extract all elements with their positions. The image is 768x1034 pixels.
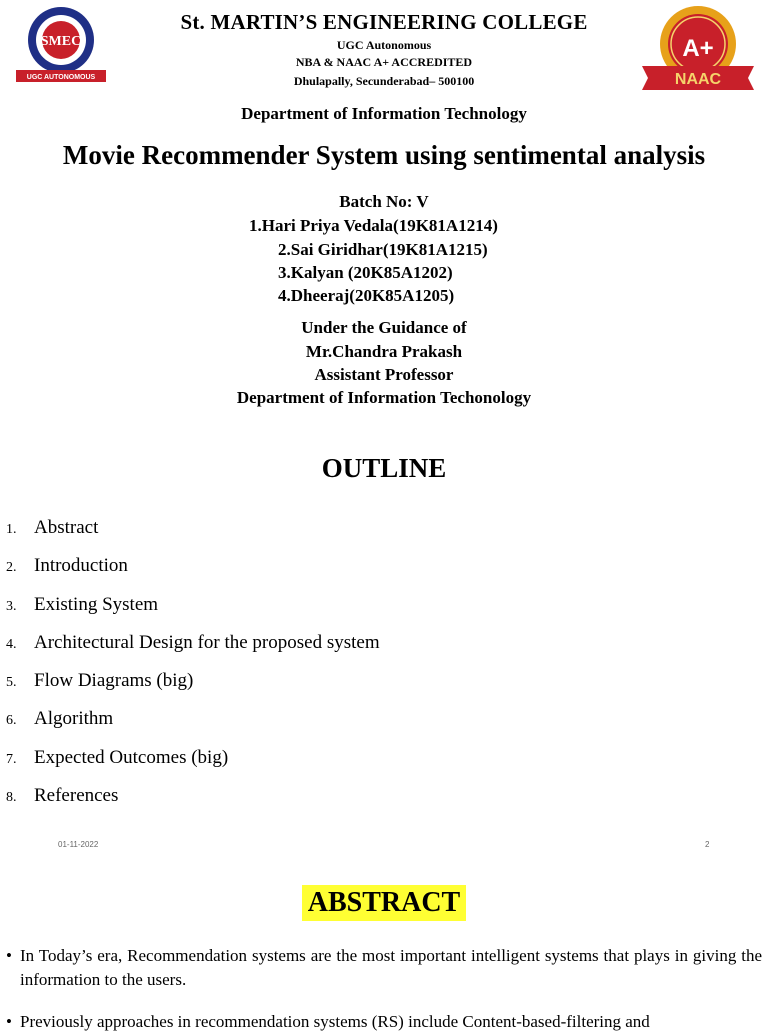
outline-item xyxy=(0,555,600,593)
logo-monogram: SMEC xyxy=(40,34,82,49)
project-title: Movie Recommender System using sentimental analysis xyxy=(62,140,706,170)
member-4: 4.Dheeraj(20K85A1205) xyxy=(278,286,455,305)
outline-item-text: Existing System xyxy=(34,593,159,615)
autonomous-line: UGC Autonomous xyxy=(336,38,432,52)
member-1: 1.Hari Priya Vedala(19K81A1214) xyxy=(249,216,498,235)
outline-item xyxy=(0,708,600,746)
outline-item xyxy=(0,785,600,823)
abstract-bullet-text: Previously approaches in recommendation systems (RS) include Content-based-filtering and xyxy=(20,1012,650,1031)
guide-designation: Assistant Professor xyxy=(314,365,454,384)
abstract-bullet-text: In Today’s era, Recommendation systems are the most important intelligent systems that plays in giving the information to the users. xyxy=(20,946,762,989)
outline-item-number: 1. xyxy=(6,522,17,537)
abstract-heading-wrap xyxy=(0,885,768,921)
accreditation-line: NBA & NAAC A+ ACCREDITED xyxy=(295,55,473,69)
outline-item-text: Introduction xyxy=(34,555,128,577)
outline-item-text: Expected Outcomes (big) xyxy=(34,746,229,768)
outline-item xyxy=(0,670,600,708)
outline-heading: OUTLINE xyxy=(321,453,447,483)
outline-item xyxy=(0,517,600,555)
abstract-heading: ABSTRACT xyxy=(302,885,466,921)
outline-item-number: 5. xyxy=(6,675,17,691)
outline-item xyxy=(0,747,600,785)
bullet-icon: • xyxy=(6,1012,12,1031)
abstract-bullet xyxy=(6,1010,762,1034)
member-2: 2.Sai Giridhar(19K81A1215) xyxy=(278,240,488,259)
outline-item-text: Abstract xyxy=(34,517,99,538)
outline-item-number: 7. xyxy=(6,751,17,767)
college-name: St. MARTIN’S ENGINEERING COLLEGE xyxy=(180,10,588,34)
outline-item-number: 8. xyxy=(6,790,17,806)
outline-item-text: Algorithm xyxy=(34,708,114,730)
member-3: 3.Kalyan (20K85A1202) xyxy=(278,263,453,282)
outline-item-number: 4. xyxy=(6,636,17,652)
outline-item-number: 6. xyxy=(6,713,17,729)
bullet-icon: • xyxy=(6,946,12,965)
abstract-bullet xyxy=(6,944,762,992)
slide-date: 01-11-2022 xyxy=(58,840,99,849)
guide-department: Department of Information Techonology xyxy=(236,388,532,407)
logo-ribbon-text: UGC AUTONOMOUS xyxy=(26,74,96,81)
naac-ribbon-text: NAAC xyxy=(674,71,722,88)
guide-name: Mr.Chandra Prakash xyxy=(305,342,463,361)
outline-item xyxy=(0,632,600,670)
slide-page-number: 2 xyxy=(705,840,710,849)
outline-item-number: 2. xyxy=(6,560,17,576)
outline-item-text: Architectural Design for the proposed system xyxy=(34,631,380,653)
batch-label: Batch No: V xyxy=(339,192,429,211)
address-line: Dhulapally, Secunderabad– 500100 xyxy=(293,74,475,88)
outline-item-text: References xyxy=(34,785,119,807)
outline-list xyxy=(0,517,600,823)
department-heading: Department of Information Technology xyxy=(241,104,527,123)
outline-item xyxy=(0,594,600,632)
guidance-heading: Under the Guidance of xyxy=(301,318,467,337)
outline-item-text: Flow Diagrams (big) xyxy=(34,670,194,692)
naac-grade: A+ xyxy=(682,35,714,62)
outline-item-number: 3. xyxy=(6,598,17,614)
